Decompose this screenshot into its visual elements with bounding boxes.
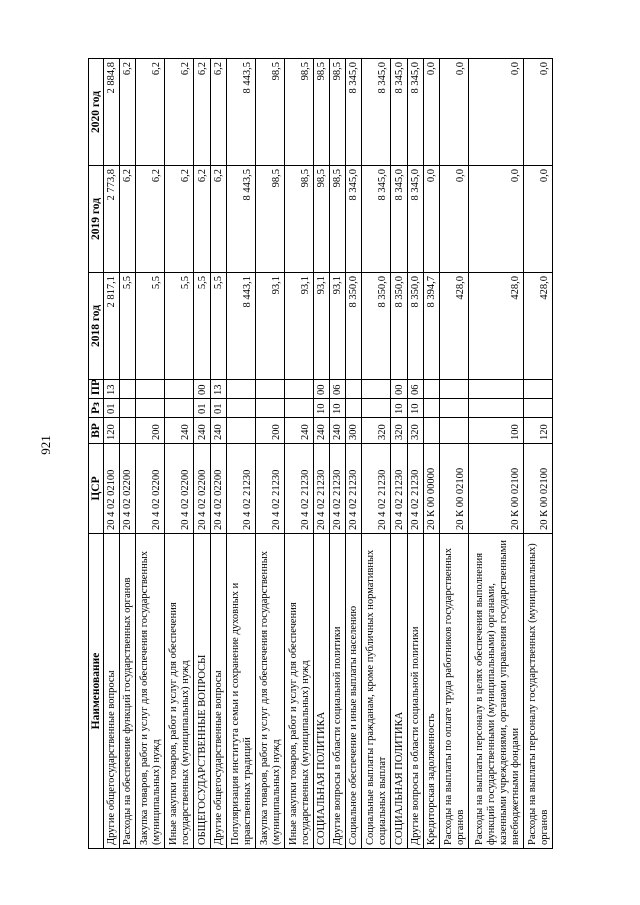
cell-rz — [136, 399, 165, 418]
cell-2020: 6,2 — [120, 59, 136, 166]
cell-2018: 5,5 — [194, 273, 210, 380]
cell-vr: 120 — [104, 418, 120, 444]
cell-2020: 2 884,8 — [104, 59, 120, 166]
table-row — [120, 59, 136, 849]
cell-rz: 01 — [210, 399, 226, 418]
cell-vr: 200 — [136, 418, 165, 444]
table-row — [104, 59, 120, 849]
cell-csr: 20 К 00 02100 — [439, 444, 468, 534]
cell-pr — [255, 380, 284, 399]
cell-2018: 428,0 — [468, 273, 523, 380]
table-row — [210, 59, 226, 849]
cell-rz — [226, 399, 255, 418]
cell-2019: 8 345,0 — [346, 166, 362, 273]
table-row — [313, 59, 329, 849]
cell-name: Расходы на выплаты персоналу государственных (муниципальных) органов — [523, 534, 552, 849]
cell-csr: 20 4 02 21230 — [313, 444, 329, 534]
cell-2018: 2 817,1 — [104, 273, 120, 380]
cell-csr: 20 4 02 21230 — [284, 444, 313, 534]
cell-2020: 0,0 — [423, 59, 439, 166]
cell-2019: 98,5 — [330, 166, 346, 273]
table-row — [136, 59, 165, 849]
cell-pr: 00 — [194, 380, 210, 399]
cell-2019: 8 443,5 — [226, 166, 255, 273]
cell-pr: 13 — [104, 380, 120, 399]
cell-2018: 8 394,7 — [423, 273, 439, 380]
cell-rz — [362, 399, 391, 418]
cell-rz — [468, 399, 523, 418]
cell-vr — [226, 418, 255, 444]
cell-2018: 8 443,1 — [226, 273, 255, 380]
cell-2020: 8 345,0 — [362, 59, 391, 166]
cell-rz — [423, 399, 439, 418]
cell-2018: 93,1 — [313, 273, 329, 380]
table-row — [330, 59, 346, 849]
table-row — [165, 59, 194, 849]
header-2020: 2020 год — [89, 59, 104, 166]
cell-vr: 240 — [284, 418, 313, 444]
cell-2019: 0,0 — [423, 166, 439, 273]
cell-vr: 320 — [407, 418, 423, 444]
cell-rz: 10 — [330, 399, 346, 418]
cell-pr — [346, 380, 362, 399]
cell-name: Закупка товаров, работ и услуг для обеспечения государственных (муниципальных) нужд — [136, 534, 165, 849]
cell-csr: 20 4 02 21230 — [391, 444, 407, 534]
cell-2020: 8 345,0 — [391, 59, 407, 166]
table-row — [346, 59, 362, 849]
cell-2020: 6,2 — [165, 59, 194, 166]
header-csr: ЦСР — [89, 444, 104, 534]
cell-vr: 240 — [165, 418, 194, 444]
cell-pr — [523, 380, 552, 399]
cell-pr — [284, 380, 313, 399]
cell-csr: 20 4 02 02200 — [194, 444, 210, 534]
cell-2018: 93,1 — [284, 273, 313, 380]
cell-csr: 20 4 02 02100 — [104, 444, 120, 534]
cell-csr: 20 К 00 02100 — [468, 444, 523, 534]
cell-rz — [255, 399, 284, 418]
cell-2018: 8 350,0 — [346, 273, 362, 380]
table-body — [104, 59, 553, 849]
cell-pr — [226, 380, 255, 399]
cell-2018: 8 350,0 — [407, 273, 423, 380]
table-row — [391, 59, 407, 849]
table-row — [407, 59, 423, 849]
cell-vr: 120 — [523, 418, 552, 444]
header-vr: ВР — [89, 418, 104, 444]
cell-2020: 8 443,5 — [226, 59, 255, 166]
cell-2020: 98,5 — [255, 59, 284, 166]
cell-name: Расходы на выплаты по оплате труда работников государственных органов — [439, 534, 468, 849]
cell-csr: 20 4 02 21230 — [346, 444, 362, 534]
cell-2018: 8 350,0 — [362, 273, 391, 380]
cell-csr: 20 4 02 02200 — [165, 444, 194, 534]
cell-2018: 8 350,0 — [391, 273, 407, 380]
cell-csr: 20 4 02 02200 — [136, 444, 165, 534]
cell-2019: 6,2 — [165, 166, 194, 273]
cell-pr — [136, 380, 165, 399]
table-row — [194, 59, 210, 849]
cell-2020: 0,0 — [439, 59, 468, 166]
cell-csr: 20 К 00 00000 — [423, 444, 439, 534]
cell-csr: 20 4 02 21230 — [226, 444, 255, 534]
cell-2020: 98,5 — [330, 59, 346, 166]
cell-2020: 8 345,0 — [407, 59, 423, 166]
table-row — [523, 59, 552, 849]
cell-2019: 98,5 — [313, 166, 329, 273]
cell-2019: 6,2 — [210, 166, 226, 273]
cell-name: Другие вопросы в области социальной политики — [407, 534, 423, 849]
cell-2019: 98,5 — [255, 166, 284, 273]
cell-vr — [120, 418, 136, 444]
cell-2018: 428,0 — [439, 273, 468, 380]
cell-name: Кредиторская задолженность — [423, 534, 439, 849]
cell-vr: 240 — [330, 418, 346, 444]
cell-csr: 20 4 02 21230 — [330, 444, 346, 534]
cell-name: Расходы на обеспечение функций государственных органов — [120, 534, 136, 849]
cell-pr — [423, 380, 439, 399]
cell-2019: 0,0 — [523, 166, 552, 273]
cell-rz — [523, 399, 552, 418]
cell-rz — [284, 399, 313, 418]
table-row — [284, 59, 313, 849]
header-2019: 2019 год — [89, 166, 104, 273]
cell-2020: 0,0 — [468, 59, 523, 166]
cell-pr: 06 — [407, 380, 423, 399]
cell-rz — [165, 399, 194, 418]
table-row — [255, 59, 284, 849]
cell-csr: 20 4 02 21230 — [407, 444, 423, 534]
cell-rz — [346, 399, 362, 418]
header-name: Наименование — [89, 534, 104, 849]
cell-2018: 93,1 — [330, 273, 346, 380]
cell-2018: 5,5 — [165, 273, 194, 380]
cell-name: Иные закупки товаров, работ и услуг для обеспечения государственных (муниципальных) нужд — [284, 534, 313, 849]
cell-vr: 100 — [468, 418, 523, 444]
table-row — [423, 59, 439, 849]
cell-csr: 20 4 02 02200 — [210, 444, 226, 534]
budget-table — [88, 58, 553, 849]
cell-name: Иные закупки товаров, работ и услуг для обеспечения государственных (муниципальных) нужд — [165, 534, 194, 849]
cell-2019: 6,2 — [194, 166, 210, 273]
cell-vr: 240 — [313, 418, 329, 444]
cell-csr: 20 4 02 21230 — [362, 444, 391, 534]
cell-rz: 10 — [407, 399, 423, 418]
cell-rz: 10 — [313, 399, 329, 418]
cell-2020: 0,0 — [523, 59, 552, 166]
cell-2018: 428,0 — [523, 273, 552, 380]
cell-2019: 98,5 — [284, 166, 313, 273]
cell-2020: 6,2 — [210, 59, 226, 166]
cell-vr: 200 — [255, 418, 284, 444]
cell-pr — [120, 380, 136, 399]
cell-2019: 6,2 — [136, 166, 165, 273]
rotated-table-wrapper — [88, 59, 553, 849]
cell-pr: 00 — [391, 380, 407, 399]
cell-2018: 5,5 — [120, 273, 136, 380]
cell-name: Расходы на выплаты персоналу в целях обеспечения выполнения функций государственными (муниципальными) органами, казенными учреждениями, органами управления государственными внебюджетными фондами — [468, 534, 523, 849]
cell-2020: 98,5 — [284, 59, 313, 166]
cell-2020: 6,2 — [194, 59, 210, 166]
table-header-row — [89, 59, 104, 849]
cell-2019: 0,0 — [468, 166, 523, 273]
cell-vr: 320 — [362, 418, 391, 444]
cell-pr — [439, 380, 468, 399]
cell-vr — [423, 418, 439, 444]
cell-2018: 5,5 — [136, 273, 165, 380]
table-row — [439, 59, 468, 849]
cell-vr: 240 — [210, 418, 226, 444]
page-number: 921 — [38, 435, 53, 455]
cell-name: Популяризация института семьи и сохранение духовных и нравственных традиций — [226, 534, 255, 849]
cell-2020: 98,5 — [313, 59, 329, 166]
table-row — [468, 59, 523, 849]
header-rz: Рз — [89, 399, 104, 418]
cell-rz — [120, 399, 136, 418]
cell-vr — [439, 418, 468, 444]
cell-name: Закупка товаров, работ и услуг для обеспечения государственных (муниципальных) нужд — [255, 534, 284, 849]
cell-name: Другие вопросы в области социальной политики — [330, 534, 346, 849]
cell-2019: 0,0 — [439, 166, 468, 273]
cell-vr: 320 — [391, 418, 407, 444]
cell-2018: 93,1 — [255, 273, 284, 380]
cell-pr — [362, 380, 391, 399]
cell-rz — [439, 399, 468, 418]
cell-pr: 06 — [330, 380, 346, 399]
cell-pr: 00 — [313, 380, 329, 399]
cell-csr: 20 4 02 02200 — [120, 444, 136, 534]
cell-rz: 01 — [104, 399, 120, 418]
cell-2019: 8 345,0 — [407, 166, 423, 273]
cell-pr — [165, 380, 194, 399]
cell-name: Другие общегосударственные вопросы — [104, 534, 120, 849]
cell-2019: 6,2 — [120, 166, 136, 273]
cell-vr: 240 — [194, 418, 210, 444]
cell-rz: 10 — [391, 399, 407, 418]
cell-2019: 8 345,0 — [391, 166, 407, 273]
cell-2020: 8 345,0 — [346, 59, 362, 166]
cell-rz: 01 — [194, 399, 210, 418]
cell-2018: 5,5 — [210, 273, 226, 380]
cell-name: СОЦИАЛЬНАЯ ПОЛИТИКА — [313, 534, 329, 849]
cell-name: Социальные выплаты гражданам, кроме публичных нормативных социальных выплат — [362, 534, 391, 849]
cell-vr: 300 — [346, 418, 362, 444]
header-2018: 2018 год — [89, 273, 104, 380]
cell-pr: 13 — [210, 380, 226, 399]
cell-name: Другие общегосударственные вопросы — [210, 534, 226, 849]
cell-name: Социальное обеспечение и иные выплаты населению — [346, 534, 362, 849]
header-pr: ПР — [89, 380, 104, 399]
cell-pr — [468, 380, 523, 399]
table-row — [226, 59, 255, 849]
cell-name: СОЦИАЛЬНАЯ ПОЛИТИКА — [391, 534, 407, 849]
table-row — [362, 59, 391, 849]
cell-csr: 20 4 02 21230 — [255, 444, 284, 534]
cell-2020: 6,2 — [136, 59, 165, 166]
cell-csr: 20 К 00 02100 — [523, 444, 552, 534]
cell-2019: 2 773,8 — [104, 166, 120, 273]
cell-name: ОБЩЕГОСУДАРСТВЕННЫЕ ВОПРОСЫ — [194, 534, 210, 849]
cell-2019: 8 345,0 — [362, 166, 391, 273]
